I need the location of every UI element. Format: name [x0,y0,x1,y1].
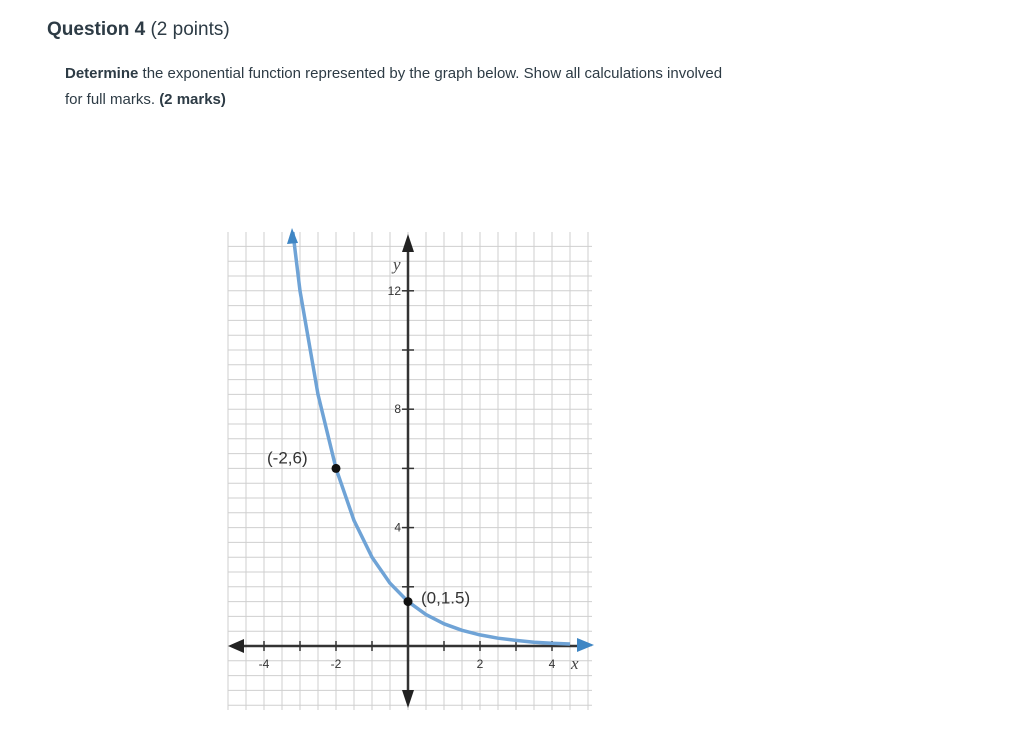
x-tick-label: -4 [258,657,270,671]
data-point-label: (0,1.5) [421,588,471,608]
x-tick-label: -2 [330,657,342,671]
data-point [404,597,413,606]
data-point [332,464,341,473]
y-tick-label: 4 [394,520,401,535]
prompt-text-line2: for full marks. [65,91,160,108]
marks-label: (2 marks) [159,91,226,108]
x-axis-label: x [571,654,579,673]
y-axis-label: y [393,255,401,274]
prompt-text-line1: the exponential function represented by the graph below. Show all calculations involved [138,65,723,82]
data-point-label: (-2,6) [267,448,308,468]
x-axis-left-arrow [228,639,244,653]
x-tick-label: 2 [476,657,484,671]
prompt-keyword: Determine [65,65,139,82]
x-tick-label: 4 [548,657,556,671]
question-points: (2 points) [150,19,230,40]
curve-right-arrow [577,638,594,652]
curve-top-arrow [287,228,298,244]
grid [228,232,592,710]
y-tick-label: 12 [387,283,401,298]
y-tick-label: 8 [394,402,401,417]
marks-layer [267,228,594,652]
curve-layer [257,0,570,644]
question-number: Question 4 [47,19,146,40]
exponential-curve [257,0,570,644]
y-axis-top-arrow [402,234,414,252]
